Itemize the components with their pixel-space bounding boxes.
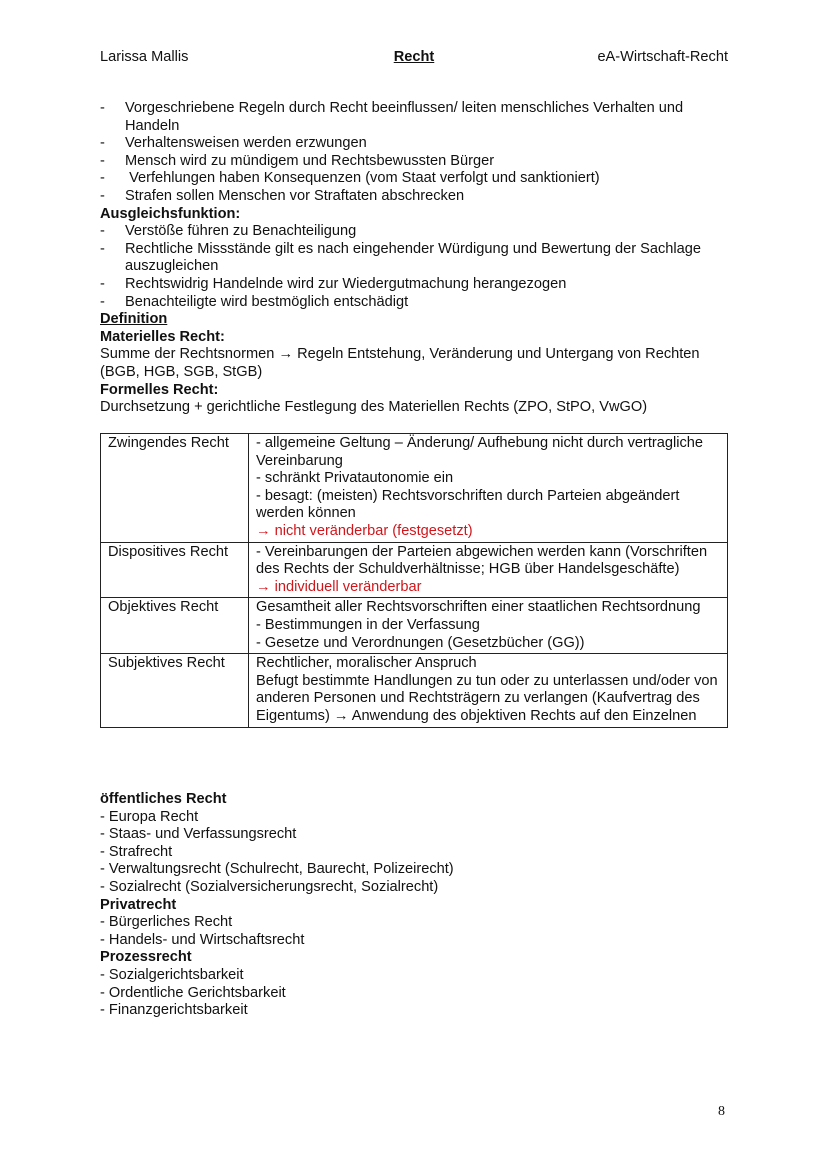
definition-heading: Definition: [100, 311, 168, 328]
list-item: - Sozialgerichtsbarkeit: [100, 966, 244, 983]
list-item: [100, 223, 740, 241]
course-name: eA-Wirtschaft-Recht: [597, 49, 728, 65]
list-item: [100, 294, 740, 312]
law-term-cell: Zwingendes Recht: [101, 434, 249, 543]
law-description-line: - Gesetze und Verordnungen (Gesetzbücher (GG)): [256, 634, 585, 651]
list-item-text: Verstöße führen zu Benachteiligung: [125, 223, 357, 240]
law-description-line: - schränkt Privatautonomie ein: [256, 470, 454, 487]
list-dash: -: [100, 223, 105, 240]
table-row: [101, 542, 728, 598]
list-item-text: Vorgeschriebene Regeln durch Recht beeinflussen/ leiten menschliches Verhalten und Handeln: [125, 100, 688, 134]
list-item: [100, 170, 740, 188]
author-name: Larissa Mallis: [100, 49, 189, 65]
law-areas-section: [100, 791, 740, 1020]
list-item-text: Strafen sollen Menschen vor Straftaten abschrecken: [125, 187, 465, 204]
oeffentlich-list: [100, 809, 740, 897]
law-description-line: - allgemeine Geltung – Änderung/ Aufhebung nicht durch vertragliche Vereinbarung: [256, 435, 704, 469]
list-item-text: Benachteiligte wird bestmöglich entschädigt: [125, 293, 409, 310]
list-item: - Europa Recht: [100, 808, 199, 825]
privat-heading: Privatrecht: [100, 896, 177, 913]
list-item: - Ordentliche Gerichtsbarkeit: [100, 984, 286, 1001]
prozess-heading: Prozessrecht: [100, 949, 192, 966]
list-item: - Bürgerliches Recht: [100, 914, 233, 931]
law-description-cell: [249, 598, 728, 654]
list-item: [100, 135, 740, 153]
materiell-text: Summe der Rechtsnormen → Regeln Entstehung, Veränderung und Untergang von Rechten (BGB, HGB, SGB, StGB): [100, 346, 700, 380]
list-item: [100, 153, 740, 171]
law-result-line: → individuell veränderbar: [256, 578, 422, 595]
law-description-cell: [249, 434, 728, 543]
list-item: - Sozialrecht (Sozialversicherungsrecht, Sozialrecht): [100, 878, 439, 895]
list-item-text: Verhaltensweisen werden erzwungen: [125, 135, 367, 152]
list-dash: -: [100, 152, 105, 169]
law-description-line: - Bestimmungen in der Verfassung: [256, 616, 480, 633]
list-item-text: Verfehlungen haben Konsequenzen (vom Staat verfolgt und sanktioniert): [125, 170, 600, 187]
law-term-cell: Dispositives Recht: [101, 542, 249, 598]
prozess-list: [100, 967, 740, 1020]
list-item-text: Rechtliche Missstände gilt es nach eingehender Würdigung und Bewertung der Sachlage auszugleichen: [125, 240, 706, 275]
page-title: Recht: [393, 49, 435, 65]
law-description-line: - Vereinbarungen der Parteien abgewichen werden kann (Vorschriften des Rechts der Schuldverhältnisse; HGB über Handelsgeschäfte): [256, 543, 708, 578]
list-item: [100, 188, 740, 206]
list-dash: -: [100, 240, 105, 257]
list-item: [100, 241, 740, 276]
law-types-table: [100, 433, 728, 728]
list-item: - Verwaltungsrecht (Schulrecht, Baurecht, Polizeirecht): [100, 861, 454, 878]
law-description-cell: [249, 654, 728, 727]
intro-list: [100, 100, 740, 206]
list-item: [100, 100, 740, 135]
intro-section: [100, 100, 740, 417]
formell-heading: Formelles Recht:: [100, 381, 219, 398]
law-description-line: Gesamtheit aller Rechtsvorschriften einer staatlichen Rechtsordnung: [256, 599, 701, 616]
law-term-cell: Objektives Recht: [101, 598, 249, 654]
law-result-line: → nicht veränderbar (festgesetzt): [256, 522, 473, 539]
law-description-line: - besagt: (meisten) Rechtsvorschriften durch Parteien abgeändert werden können: [256, 487, 680, 522]
law-description-line: Befugt bestimmte Handlungen zu tun oder zu unterlassen und/oder von anderen Personen und Rechtsträgern zu verlangen (Kaufvertrag des Eigentums) → Anwendung des objektiven Rechts auf den Einzelnen: [256, 672, 718, 724]
materiell-heading: Materielles Recht:: [100, 328, 225, 345]
list-item-text: Rechtswidrig Handelnde wird zur Wiedergutmachung herangezogen: [125, 275, 567, 292]
list-dash: -: [100, 100, 105, 116]
list-item: [100, 276, 740, 294]
formell-text: Durchsetzung + gerichtliche Festlegung des Materiellen Rechts (ZPO, StPO, VwGO): [100, 399, 648, 416]
list-dash: -: [100, 135, 105, 152]
page-number: 8: [718, 1104, 725, 1119]
list-item: - Finanzgerichtsbarkeit: [100, 1002, 248, 1019]
ausgleich-heading: Ausgleichsfunktion:: [100, 205, 241, 222]
list-dash: -: [100, 170, 105, 187]
law-description-cell: [249, 542, 728, 598]
law-description-line: Rechtlicher, moralischer Anspruch: [256, 655, 477, 672]
oeffentlich-heading: öffentliches Recht: [100, 791, 227, 807]
list-item: - Staas- und Verfassungsrecht: [100, 826, 297, 843]
list-item: - Handels- und Wirtschaftsrecht: [100, 931, 305, 948]
table-row: [101, 598, 728, 654]
list-dash: -: [100, 293, 105, 310]
list-item: - Strafrecht: [100, 843, 173, 860]
list-dash: -: [100, 187, 105, 204]
table-row: [101, 434, 728, 543]
privat-list: [100, 914, 740, 949]
table-row: [101, 654, 728, 727]
list-dash: -: [100, 275, 105, 292]
page-header: [100, 49, 728, 69]
ausgleich-list: [100, 223, 740, 311]
law-term-cell: Subjektives Recht: [101, 654, 249, 727]
list-item-text: Mensch wird zu mündigem und Rechtsbewussten Bürger: [125, 152, 495, 169]
